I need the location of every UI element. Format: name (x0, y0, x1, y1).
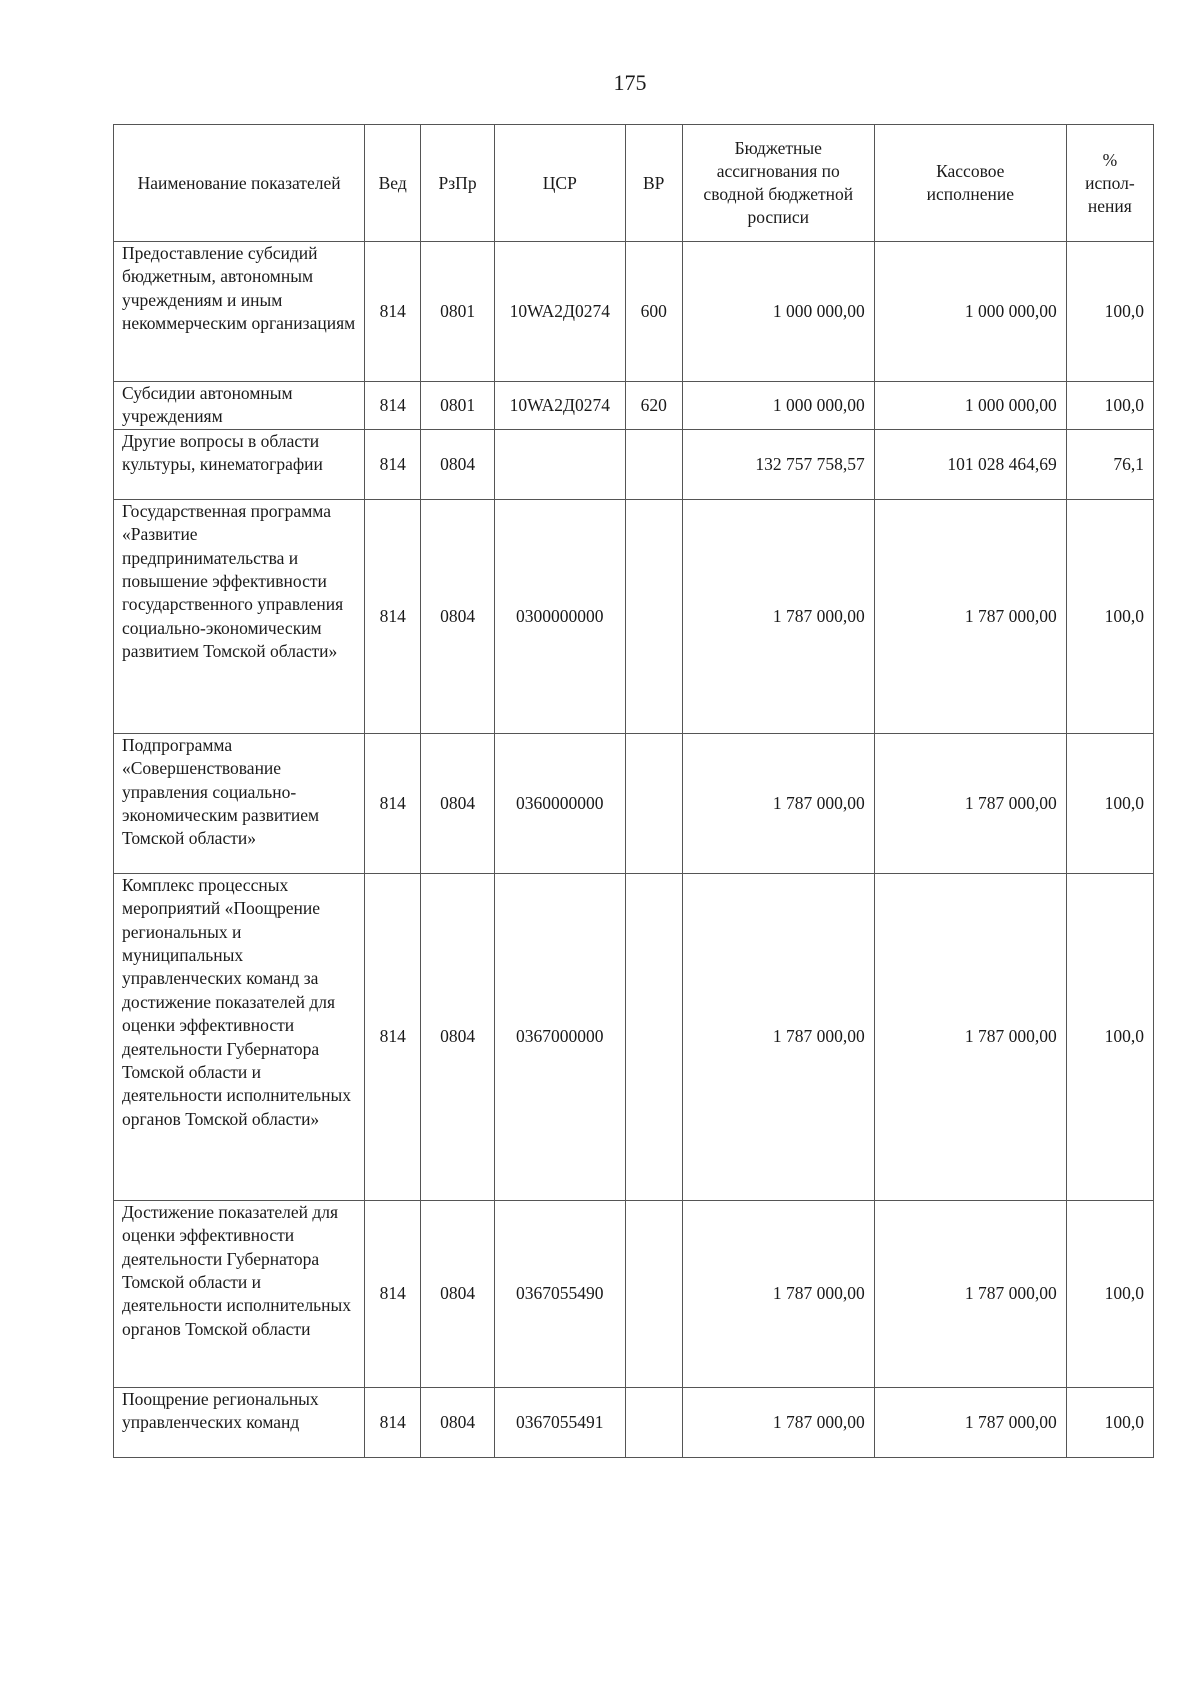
table-row (114, 873, 1154, 1200)
row-csr: 0300000000 (494, 499, 625, 733)
row-percent: 100,0 (1066, 382, 1153, 430)
row-rzpr: 0804 (421, 733, 495, 873)
row-percent: 100,0 (1066, 499, 1153, 733)
row-percent: 100,0 (1066, 1200, 1153, 1387)
table-row (114, 429, 1154, 499)
table-row (114, 1387, 1154, 1457)
row-name: Другие вопросы в области культуры, кинематографии (114, 429, 365, 499)
page-number: 175 (613, 70, 647, 95)
row-rzpr: 0804 (421, 499, 495, 733)
table-header-row (114, 125, 1154, 242)
row-allocations: 1 787 000,00 (682, 499, 874, 733)
row-vr (625, 1387, 682, 1457)
row-vr (625, 873, 682, 1200)
row-percent: 100,0 (1066, 873, 1153, 1200)
row-name: Поощрение региональных управленческих команд (114, 1387, 365, 1457)
header-percent: % испол-нения (1066, 125, 1153, 242)
row-execution: 1 000 000,00 (874, 382, 1066, 430)
row-ved: 814 (365, 429, 421, 499)
row-allocations: 1 787 000,00 (682, 1200, 874, 1387)
table-row (114, 499, 1154, 733)
row-vr: 620 (625, 382, 682, 430)
row-csr: 0367055491 (494, 1387, 625, 1457)
row-rzpr: 0804 (421, 1387, 495, 1457)
row-ved: 814 (365, 499, 421, 733)
header-csr: ЦСР (494, 125, 625, 242)
row-execution: 1 787 000,00 (874, 1387, 1066, 1457)
row-ved: 814 (365, 733, 421, 873)
row-ved: 814 (365, 873, 421, 1200)
row-ved: 814 (365, 1200, 421, 1387)
row-allocations: 1 787 000,00 (682, 873, 874, 1200)
row-rzpr: 0801 (421, 382, 495, 430)
header-vr: ВР (625, 125, 682, 242)
row-name: Предоставление субсидий бюджетным, автономным учреждениям и иным некоммерческим организациям (114, 242, 365, 382)
table-body (114, 242, 1154, 1458)
row-allocations: 1 000 000,00 (682, 242, 874, 382)
row-csr: 0360000000 (494, 733, 625, 873)
row-allocations: 1 000 000,00 (682, 382, 874, 430)
row-name: Подпрограмма «Совершенствование управления социально-экономическим развитием Томской области» (114, 733, 365, 873)
row-ved: 814 (365, 382, 421, 430)
row-csr: 0367055490 (494, 1200, 625, 1387)
row-rzpr: 0804 (421, 873, 495, 1200)
row-csr: 10WA2Д0274 (494, 242, 625, 382)
row-execution: 1 787 000,00 (874, 499, 1066, 733)
table-row (114, 242, 1154, 382)
row-name: Достижение показателей для оценки эффективности деятельности Губернатора Томской области и деятельности исполнительных органов Томской области (114, 1200, 365, 1387)
row-vr (625, 733, 682, 873)
row-percent: 100,0 (1066, 1387, 1153, 1457)
row-vr: 600 (625, 242, 682, 382)
row-name: Субсидии автономным учреждениям (114, 382, 365, 430)
header-rzpr: РзПр (421, 125, 495, 242)
row-execution: 1 787 000,00 (874, 873, 1066, 1200)
row-allocations: 1 787 000,00 (682, 1387, 874, 1457)
row-execution: 1 787 000,00 (874, 1200, 1066, 1387)
row-csr: 0367000000 (494, 873, 625, 1200)
row-percent: 76,1 (1066, 429, 1153, 499)
row-rzpr: 0801 (421, 242, 495, 382)
row-percent: 100,0 (1066, 733, 1153, 873)
row-csr: 10WA2Д0274 (494, 382, 625, 430)
row-vr (625, 499, 682, 733)
table-row (114, 382, 1154, 430)
row-vr (625, 1200, 682, 1387)
row-name: Государственная программа «Развитие предпринимательства и повышение эффективности государственного управления социально-экономическим развитием Томской области» (114, 499, 365, 733)
table-row (114, 1200, 1154, 1387)
row-vr (625, 429, 682, 499)
row-ved: 814 (365, 1387, 421, 1457)
row-ved: 814 (365, 242, 421, 382)
row-percent: 100,0 (1066, 242, 1153, 382)
row-rzpr: 0804 (421, 429, 495, 499)
row-name: Комплекс процессных мероприятий «Поощрение региональных и муниципальных управленческих команд за достижение показателей для оценки эффективности деятельности Губернатора Томской области и деятельности исполнительных органов Томской области» (114, 873, 365, 1200)
header-ved: Вед (365, 125, 421, 242)
header-execution: Кассовое исполнение (874, 125, 1066, 242)
row-allocations: 1 787 000,00 (682, 733, 874, 873)
budget-execution-table (113, 124, 1154, 1458)
header-allocations: Бюджетные ассигнования по сводной бюджетной росписи (682, 125, 874, 242)
row-allocations: 132 757 758,57 (682, 429, 874, 499)
header-name: Наименование показателей (114, 125, 365, 242)
row-execution: 101 028 464,69 (874, 429, 1066, 499)
row-execution: 1 000 000,00 (874, 242, 1066, 382)
row-execution: 1 787 000,00 (874, 733, 1066, 873)
row-rzpr: 0804 (421, 1200, 495, 1387)
table-row (114, 733, 1154, 873)
row-csr (494, 429, 625, 499)
